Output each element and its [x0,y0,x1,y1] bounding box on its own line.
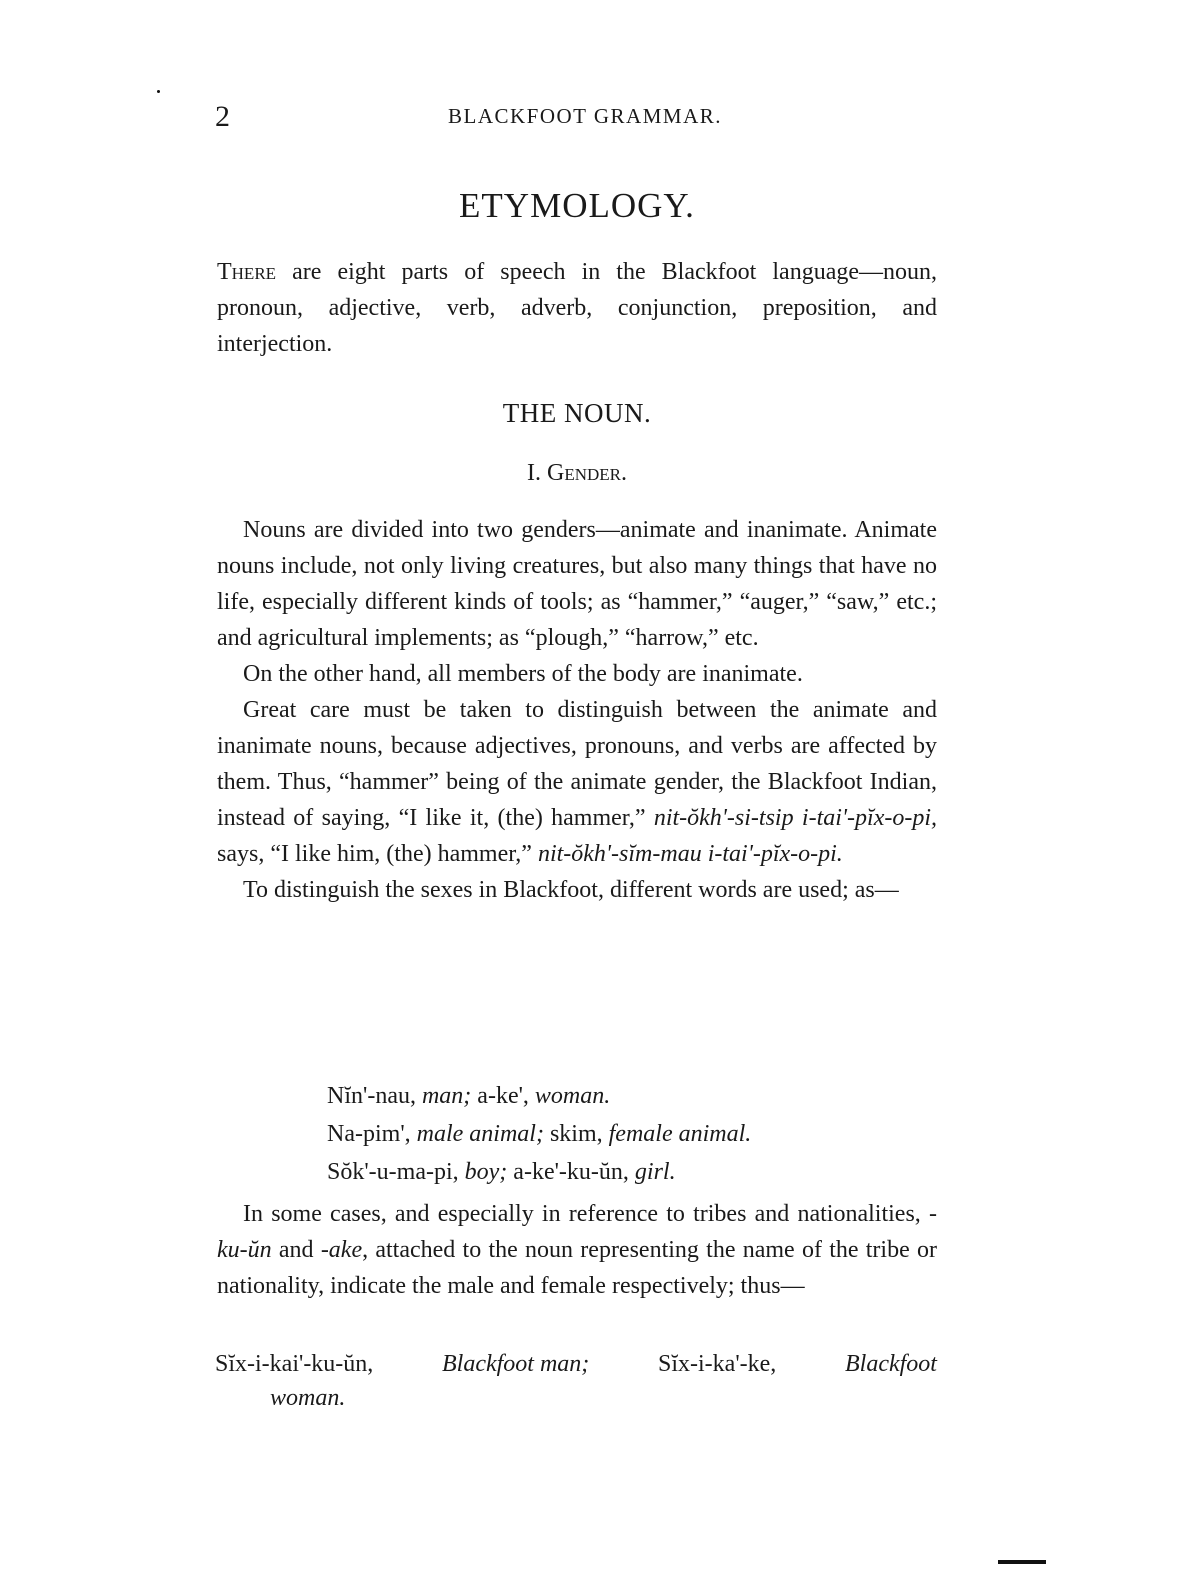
example-word: skim, [549,1121,603,1147]
page-number: 2 [215,100,230,133]
paragraph-tribes [217,1196,937,1304]
ink-speck [157,90,160,93]
italic-suffix: -ake [320,1237,363,1263]
gender-body [217,512,937,908]
italic-example: nit-ŏkh'-si-tsip i-tai'-pĭx-o-pi, [653,805,938,831]
text-run: In some cases, and especially in reference to tribes and nationalities, [243,1201,929,1227]
example-word: Na-pim', [327,1121,411,1147]
text-run: says, “I like him, (the) hammer,” [217,841,538,867]
example-gloss: Blackfoot man; [442,1351,590,1377]
intro-text: are eight parts of speech in the Blackfoot language—noun, pronoun, adjective, verb, adverb, conjunction, preposition, and interjection. [217,259,937,357]
intro-paragraph [217,254,937,362]
tribe-example-continuation [215,1381,937,1415]
example-word: Sĭx-i-kai'-ku-ŭn, [215,1351,374,1377]
tribe-example-line [215,1347,937,1381]
italic-example: nit-ŏkh'-sĭm-mau i-tai'-pĭx-o-pi. [537,841,843,867]
scan-edge-mark [998,1560,1046,1564]
example-word: Sĭx-i-ka'-ke, [658,1351,777,1377]
example-gloss: female animal. [608,1121,752,1147]
running-head [215,100,955,140]
example-gloss: woman. [534,1083,611,1109]
example-line [327,1115,751,1153]
example-gloss: Blackfoot [845,1351,937,1377]
tribe-example [215,1347,937,1415]
example-gloss: woman. [270,1385,346,1411]
example-word: a-ke'-ku-ŭn, [513,1159,629,1185]
paragraph-genders: Nouns are divided into two genders—animate and inanimate. Animate nouns include, not only living creatures, but also many things that have no life, especially different kinds of tools; as “hammer,” “auger,” “saw,” etc.; and agricultural implements; as “plough,” “harrow,” etc. [217,517,937,651]
gender-heading: I. Gender. [527,460,627,486]
paragraph-body-members: On the other hand, all members of the body are inanimate. [243,661,803,687]
tribe-body [217,1196,937,1304]
example-word: Sŏk'-u-ma-pi, [327,1159,459,1185]
example-gloss: male animal; [416,1121,544,1147]
running-title: BLACKFOOT GRAMMAR. [448,104,722,128]
intro-first-word: There [217,259,277,285]
text-run: , attached to the noun representing the name of the tribe or nationality, indicate the male and female respectively; thus— [217,1237,937,1299]
example-line [327,1077,751,1115]
noun-heading: THE NOUN. [502,398,652,428]
example-gloss: boy; [464,1159,508,1185]
example-word: Nĭn'-nau, [327,1083,416,1109]
italic-suffix: -ku-ŭn [217,1201,937,1263]
paragraph-sexes: To distinguish the sexes in Blackfoot, different words are used; as— [243,877,899,903]
example-gloss: man; [421,1083,472,1109]
text-run: Great care must be taken to distinguish between the animate and inanimate nouns, because adjectives, pronouns, and verbs are affected by them. Thus, “hammer” being of the animate gender, the Blackfoot Indian, instead of saying, “I like it, (the) hammer,” [217,697,937,831]
examples-list [327,1077,751,1191]
example-word: a-ke', [477,1083,529,1109]
example-gloss: girl. [634,1159,676,1185]
section-title: ETYMOLOGY. [459,186,695,225]
paragraph-great-care [217,692,937,872]
text-run: and [271,1237,321,1263]
example-line [327,1153,751,1191]
